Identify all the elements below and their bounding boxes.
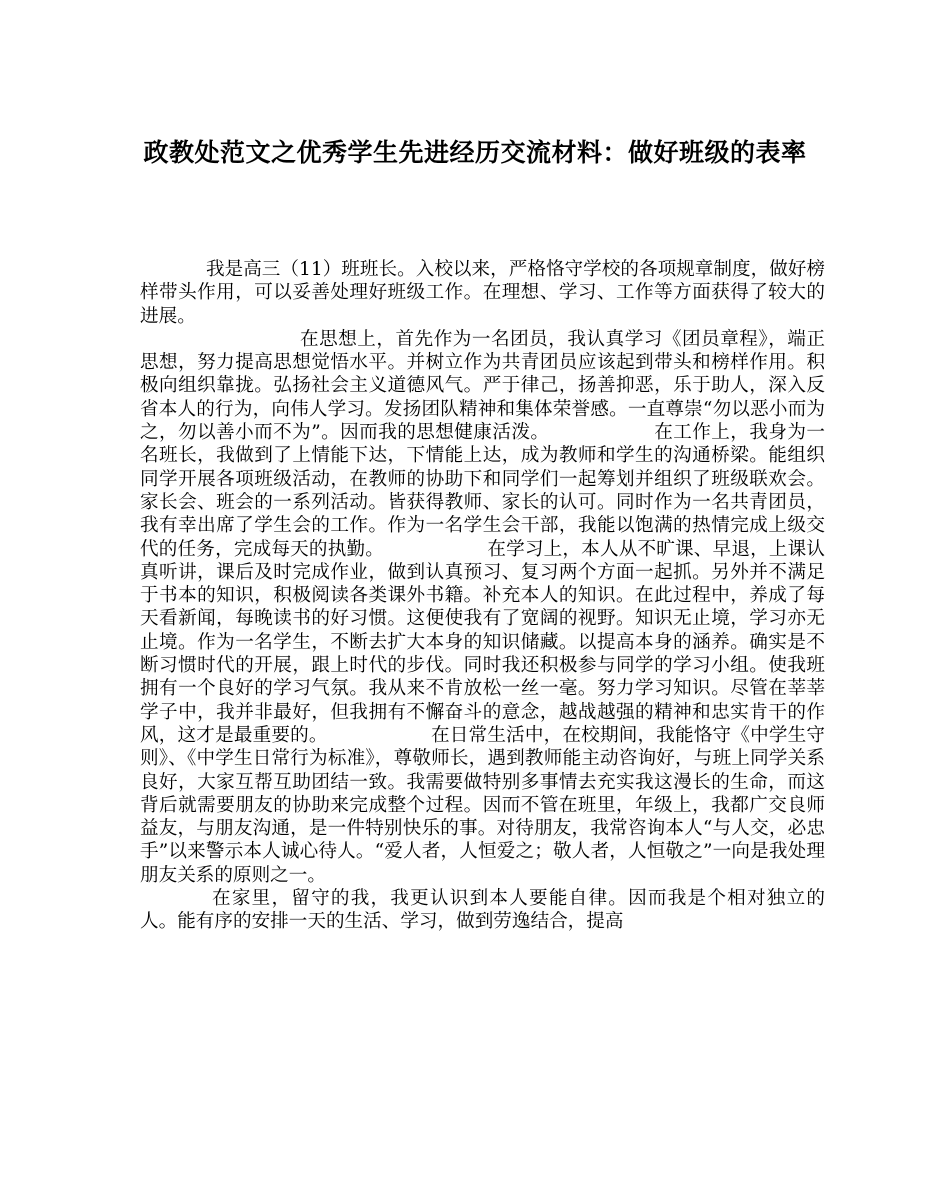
paragraph-main: 在思想上，首先作为一名团员，我认真学习《团员章程》，端正思想，努力提高思想觉悟水平。并树立作为共青团员应该起到带头和榜样作用。积极向组织靠拢。弘扬社会主义道德风气。严于律己，扬善抑恶，乐于助人，深入反省本人的行为，向伟人学习。发扬团队精神和集体荣誉感。一直尊崇“勿以恶小而为之，勿以善小而不为”。因而我的思想健康活泼。 在工作上，我身为一名班长，我做到了上情能下达，下情能上达，成为教师和学生的沟通桥梁。能组织同学开展各项班级活动，在教师的协助下和同学们一起筹划并组织了班级联欢会。家长会、班会的一系列活动。皆获得教师、家长的认可。同时作为一名共青团员，我有幸出席了学生会的工作。作为一名学生会干部，我能以饱满的热情完成上级交代的任务，完成每天的执勤。 在学习上，本人从不旷课、早退，上课认真听讲，课后及时完成作业，做到认真预习、复习两个方面一起抓。另外并不满足于书本的知识，积极阅读各类课外书籍。补充本人的知识。在此过程中，养成了每天看新闻，每晚读书的好习惯。这便使我有了宽阔的视野。知识无止境，学习亦无止境。作为一名学生，不断去扩大本身的知识储藏。以提高本身的涵养。确实是不断习惯时代的开展，跟上时代的步伐。同时我还积极参与同学的学习小组。使我班拥有一个良好的学习气氛。我从来不肯放松一丝一毫。努力学习知识。尽管在莘莘学子中，我并非最好，但我拥有不懈奋斗的意念，越战越强的精神和忠实肯干的作风，这才是最重要的。 在日常生活中，在校期间，我能恪守《中学生守则》、《中学生日常行为标准》，尊敬师长，遇到教师能主动咨询好，与班上同学关系良好，大家互帮互助团结一致。我需要做特别多事情去充实我这漫长的生命，而这背后就需要朋友的协助来完成整个过程。因而不管在班里，年级上，我都广交良师益友，与朋友沟通，是一件特别快乐的事。对待朋友，我常咨询本人“与人交，必忠手”以来警示本人诚心待人。“爱人者，人恒爱之；敬人者，人恒敬之”一向是我处理朋友关系的原则之一。: [140, 328, 825, 886]
document-body: [140, 258, 825, 934]
document-title: 政教处范文之优秀学生先进经历交流材料：做好班级的表率: [143, 138, 807, 167]
paragraph-home: 在家里，留守的我，我更认识到本人要能自律。因而我是个相对独立的人。能有序的安排一天的生活、学习，做到劳逸结合，提高: [140, 888, 825, 933]
paragraph-intro: 我是高三（11）班班长。入校以来，严格恪守学校的各项规章制度，做好榜样带头作用，可以妥善处理好班级工作。在理想、学习、工作等方面获得了较大的进展。: [140, 259, 825, 327]
